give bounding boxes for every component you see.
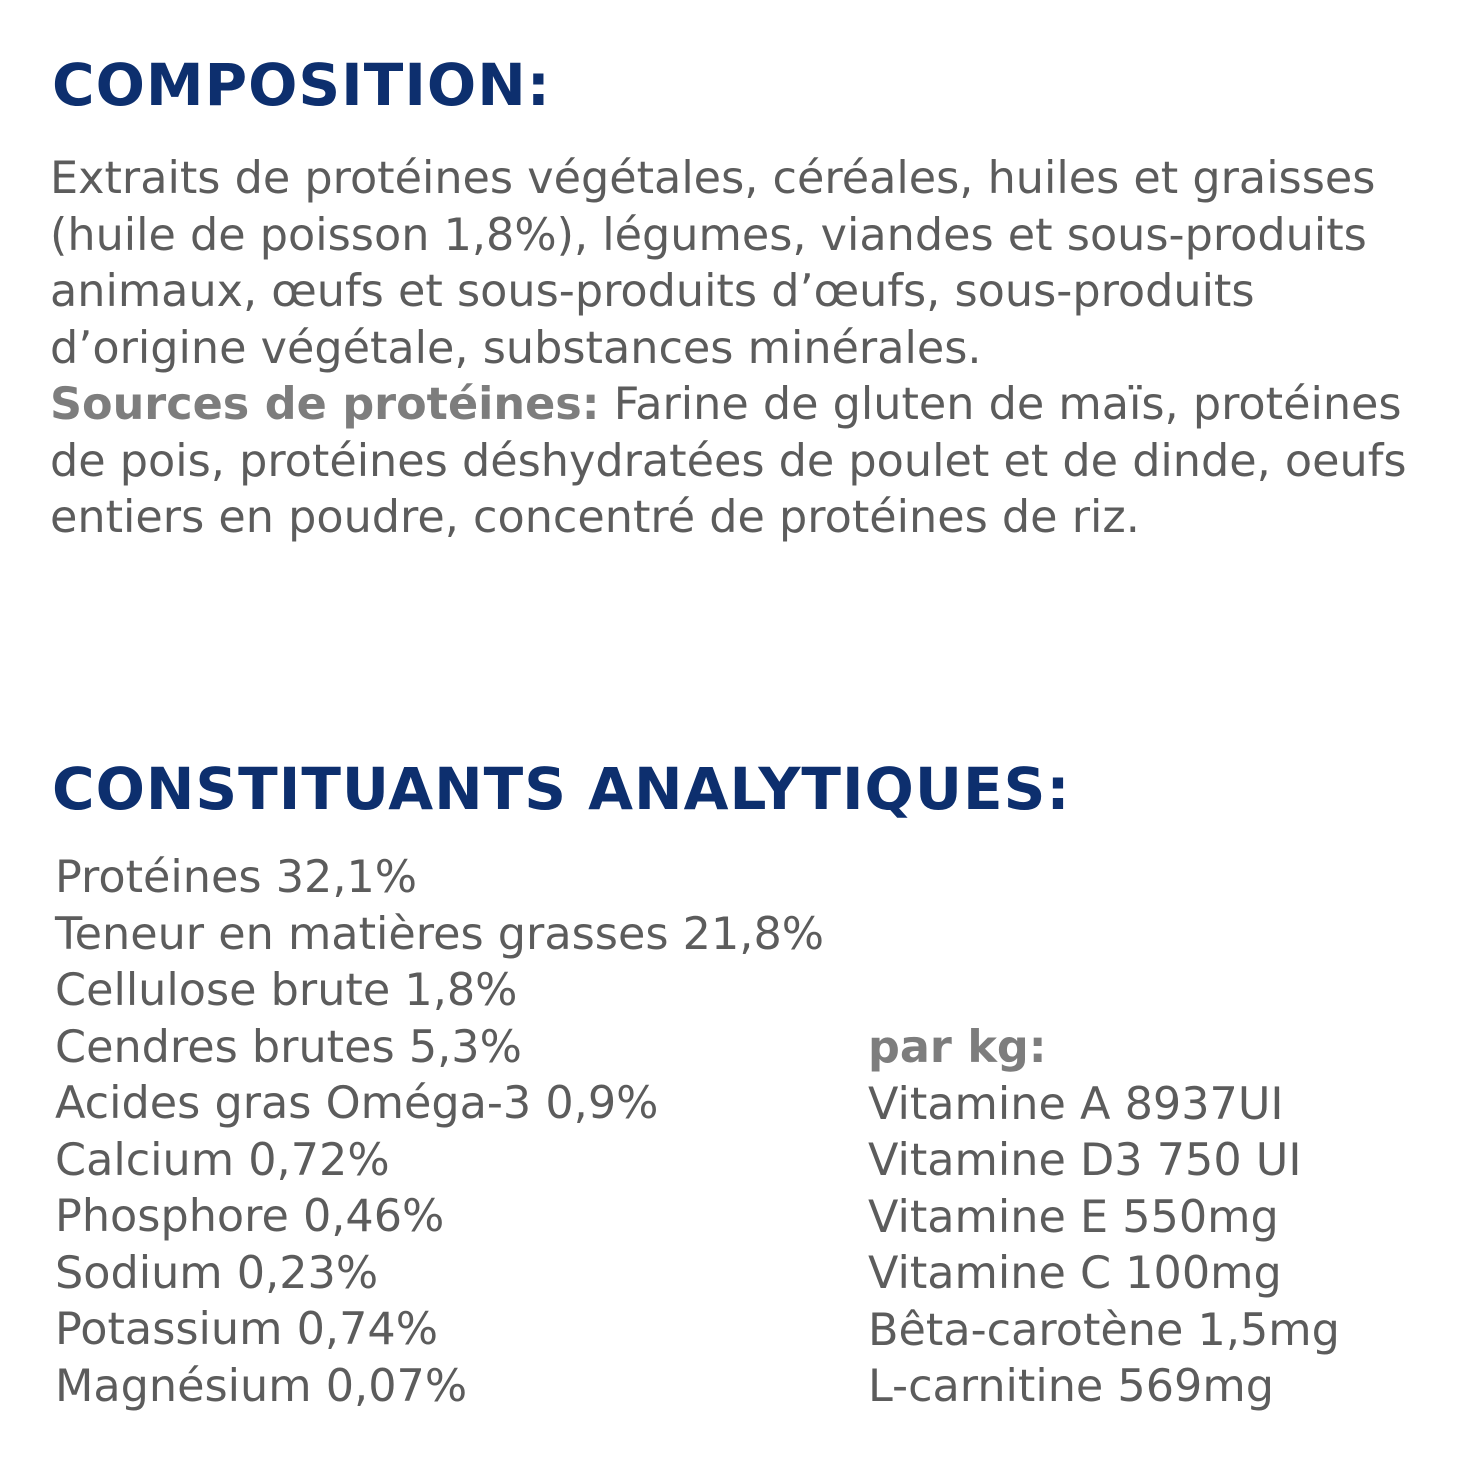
per-kg-item: Vitamine A 8937UI xyxy=(868,1078,1284,1130)
constituent-item: Sodium 0,23% xyxy=(55,1247,379,1299)
per-kg-heading: par kg: xyxy=(868,1022,1047,1073)
constituent-item: Protéines 32,1% xyxy=(55,852,418,903)
protein-sources-text: Farine de gluten de maïs, protéines de pois, protéines déshydratées de poulet et de dinde, oeufs entiers en poudre, concentré de protéines de riz. xyxy=(50,379,1407,543)
per-kg-list xyxy=(868,1020,1340,1416)
constituent-item: Potassium 0,74% xyxy=(55,1304,438,1355)
per-kg-item: Vitamine E 550mg xyxy=(868,1191,1279,1243)
per-kg-item: Vitamine C 100mg xyxy=(868,1248,1282,1299)
protein-sources-label: Sources de protéines: xyxy=(50,379,600,430)
constituent-item: Acides gras Oméga-3 0,9% xyxy=(55,1078,659,1129)
protein-sources-paragraph xyxy=(50,377,1455,547)
constituent-item: Teneur en matières grasses 21,8% xyxy=(55,908,825,960)
constituent-item: Cellulose brute 1,8% xyxy=(55,965,518,1016)
constituents-list xyxy=(55,850,824,1415)
composition-section xyxy=(50,151,1455,547)
composition-text: Extraits de protéines végétales, céréales, huiles et graisses (huile de poisson 1,8%), légumes, viandes et sous-produits animaux, œufs et sous-produits d’œufs, sous-produits d’origine végétale, substances minérales. xyxy=(50,153,1376,374)
composition-heading: COMPOSITION: xyxy=(52,51,551,119)
per-kg-item: Vitamine D3 750 UI xyxy=(868,1135,1302,1186)
per-kg-item: L-carnitine 569mg xyxy=(868,1361,1274,1412)
per-kg-item: Bêta-carotène 1,5mg xyxy=(868,1304,1340,1356)
constituent-item: Magnésium 0,07% xyxy=(55,1360,468,1412)
constituent-item: Cendres brutes 5,3% xyxy=(55,1021,522,1073)
constituent-item: Calcium 0,72% xyxy=(55,1134,390,1186)
analytical-constituents-heading: CONSTITUANTS ANALYTIQUES: xyxy=(52,755,1071,823)
constituent-item: Phosphore 0,46% xyxy=(55,1191,445,1242)
